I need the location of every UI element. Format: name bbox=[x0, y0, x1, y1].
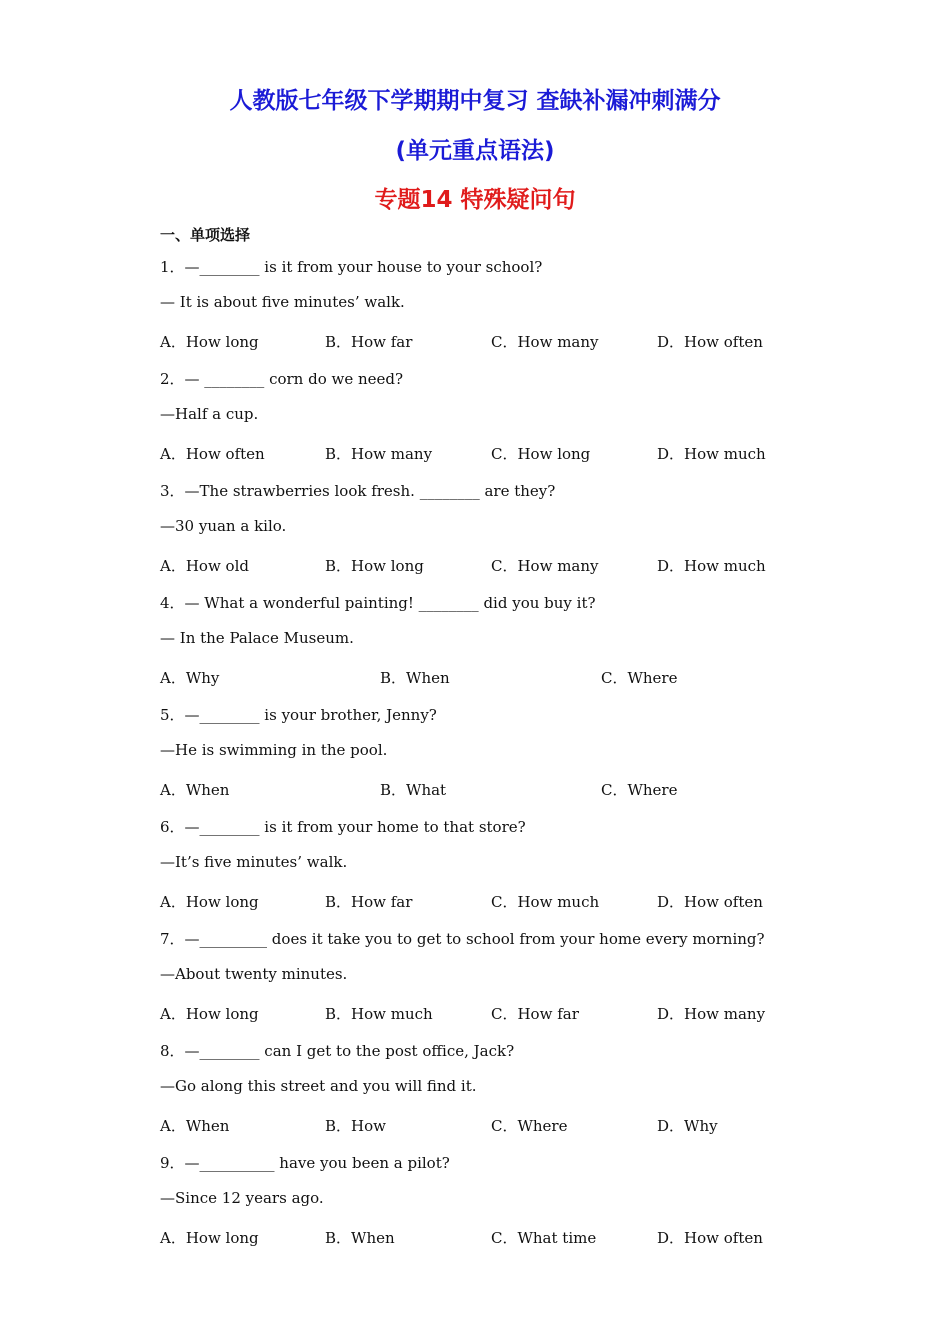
question-text: 8．—________ can I get to the post office, Jack? bbox=[160, 1041, 515, 1060]
options-row bbox=[160, 1115, 800, 1135]
option-a[interactable]: A．How old bbox=[160, 556, 249, 575]
answer-line: —Half a cup. bbox=[160, 405, 259, 424]
options-row bbox=[160, 891, 800, 911]
option-b[interactable]: B．How far bbox=[325, 332, 413, 351]
option-c[interactable]: C．Where bbox=[601, 780, 678, 799]
answer-line: —Go along this street and you will find it. bbox=[160, 1077, 477, 1096]
title-line-2: (单元重点语法) bbox=[395, 138, 555, 164]
option-b[interactable]: B．What bbox=[380, 780, 447, 799]
option-a[interactable]: A．Why bbox=[160, 668, 220, 687]
option-b[interactable]: B．How much bbox=[325, 1004, 433, 1023]
answer-line: — In the Palace Museum. bbox=[160, 629, 354, 648]
option-c[interactable]: C．Where bbox=[491, 1116, 568, 1135]
option-b[interactable]: B．How long bbox=[325, 556, 424, 575]
option-c[interactable]: C．How many bbox=[491, 332, 599, 351]
option-a[interactable]: A．How long bbox=[160, 332, 259, 351]
question-text: 2．— ________ corn do we need? bbox=[160, 369, 404, 388]
option-c[interactable]: C．How long bbox=[491, 444, 591, 463]
option-d[interactable]: D．How often bbox=[657, 332, 763, 351]
answer-line: —Since 12 years ago. bbox=[160, 1189, 324, 1208]
option-c[interactable]: C．How many bbox=[491, 556, 599, 575]
options-row bbox=[160, 555, 800, 575]
question-text: 5．—________ is your brother, Jenny? bbox=[160, 705, 437, 724]
option-a[interactable]: A．How long bbox=[160, 1004, 259, 1023]
question-text: 4．— What a wonderful painting! ________ did you buy it? bbox=[160, 593, 596, 612]
option-a[interactable]: A．When bbox=[160, 1116, 230, 1135]
question-text: 7．—_________ does it take you to get to school from your home every morning? bbox=[160, 929, 765, 948]
option-b[interactable]: B．How many bbox=[325, 444, 433, 463]
option-c[interactable]: C．How far bbox=[491, 1004, 579, 1023]
option-d[interactable]: D．Why bbox=[657, 1116, 718, 1135]
answer-line: —About twenty minutes. bbox=[160, 965, 348, 984]
question-text: 1．—________ is it from your house to your school? bbox=[160, 258, 543, 276]
question-text: 9．—__________ have you been a pilot? bbox=[160, 1153, 450, 1172]
question-text: 6．—________ is it from your home to that store? bbox=[160, 817, 526, 836]
option-a[interactable]: A．How long bbox=[160, 1228, 259, 1247]
options-row bbox=[160, 1003, 800, 1023]
section-heading: 一、单项选择 bbox=[160, 226, 251, 244]
option-a[interactable]: A．How often bbox=[160, 444, 265, 463]
options-row bbox=[160, 443, 800, 463]
option-b[interactable]: B．When bbox=[380, 668, 450, 687]
answer-line: —He is swimming in the pool. bbox=[160, 741, 388, 760]
option-d[interactable]: D．How often bbox=[657, 1228, 763, 1247]
title-line-3: 专题14 特殊疑问句 bbox=[374, 187, 576, 213]
options-row bbox=[160, 667, 800, 687]
option-d[interactable]: D．How much bbox=[657, 556, 766, 575]
option-c[interactable]: C．Where bbox=[601, 668, 678, 687]
question-text: 3．—The strawberries look fresh. ________ are they? bbox=[160, 481, 556, 500]
option-d[interactable]: D．How much bbox=[657, 444, 766, 463]
option-b[interactable]: B．When bbox=[325, 1228, 395, 1247]
option-c[interactable]: C．What time bbox=[491, 1228, 597, 1247]
answer-line: —It’s five minutes’ walk. bbox=[160, 853, 348, 872]
option-b[interactable]: B．How bbox=[325, 1116, 386, 1135]
option-a[interactable]: A．When bbox=[160, 780, 230, 799]
answer-line: —30 yuan a kilo. bbox=[160, 517, 287, 536]
answer-line: — It is about five minutes’ walk. bbox=[160, 293, 405, 312]
options-row bbox=[160, 331, 800, 351]
title-line-1: 人教版七年级下学期期中复习 查缺补漏冲刺满分 bbox=[229, 88, 721, 114]
option-d[interactable]: D．How often bbox=[657, 892, 763, 911]
options-row bbox=[160, 1227, 800, 1247]
options-row bbox=[160, 779, 800, 799]
option-b[interactable]: B．How far bbox=[325, 892, 413, 911]
option-a[interactable]: A．How long bbox=[160, 892, 259, 911]
option-d[interactable]: D．How many bbox=[657, 1004, 766, 1023]
option-c[interactable]: C．How much bbox=[491, 892, 600, 911]
